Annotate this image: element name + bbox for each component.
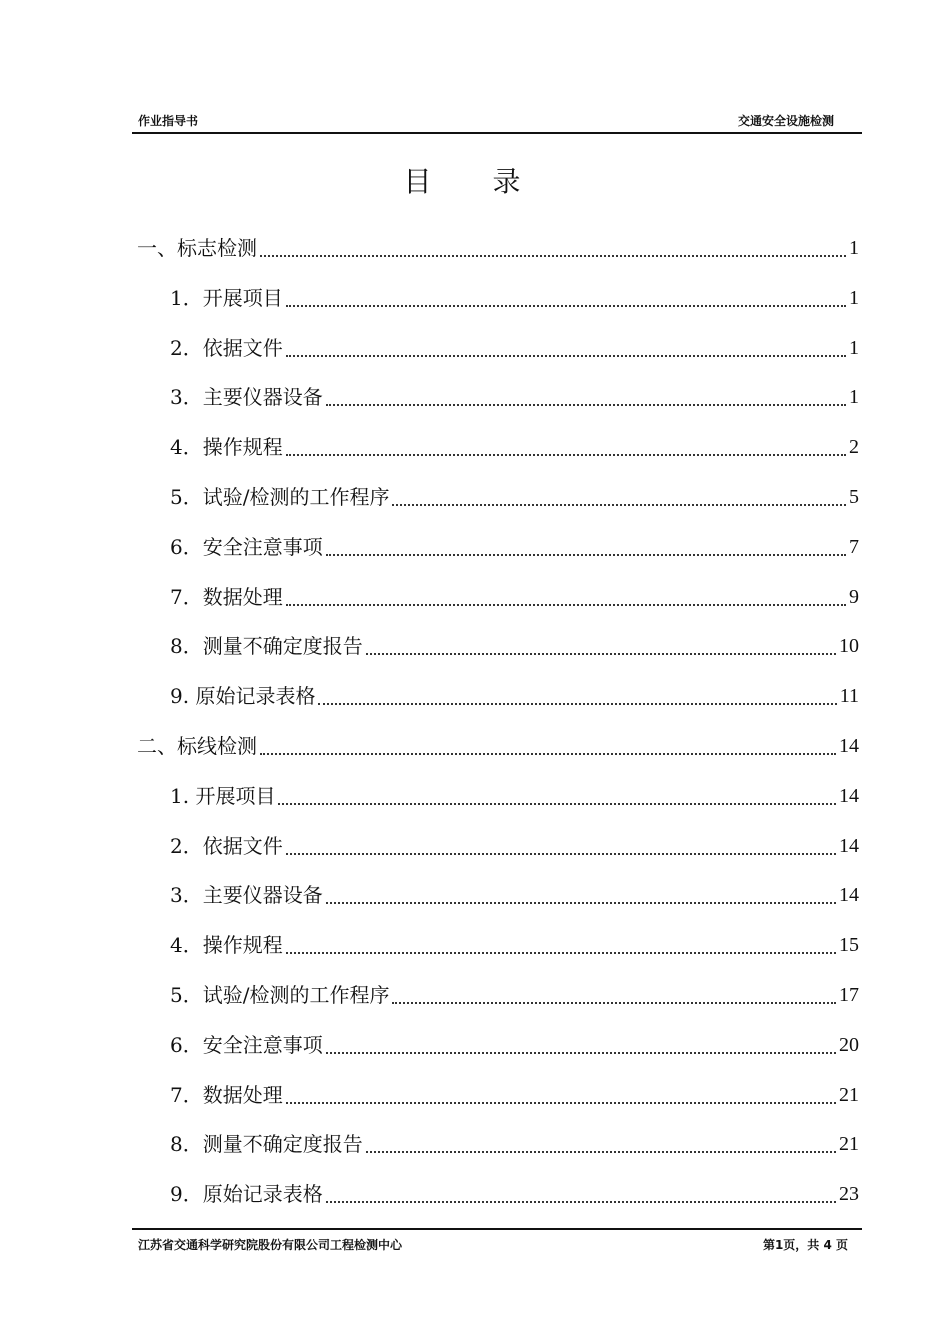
toc-dot-leader: [286, 454, 846, 456]
toc-entry-number: 2．: [170, 833, 203, 858]
header-doc-subject: 交通安全设施检测: [737, 114, 834, 128]
toc-entry-label: 试验/检测的工作程序: [202, 485, 390, 509]
toc-entry-page: 20: [839, 1033, 859, 1056]
toc-entry-number: 二、: [137, 734, 177, 758]
toc-entry[interactable]: [137, 726, 859, 766]
toc-entry[interactable]: [170, 278, 859, 318]
toc-entry-label: 数据处理: [202, 1082, 283, 1107]
page-header: [132, 110, 862, 134]
toc-title: 目 录: [403, 165, 547, 198]
toc-entry[interactable]: [170, 527, 859, 567]
toc-entry[interactable]: [137, 228, 859, 268]
toc-entry[interactable]: [170, 477, 859, 517]
toc-entry-label: 操作规程: [202, 435, 283, 460]
toc-dot-leader: [392, 504, 846, 506]
toc-dot-leader: [392, 1002, 836, 1004]
toc-dot-leader: [286, 952, 836, 954]
toc-entry-number: 5．: [170, 485, 203, 509]
toc-entry-page: 1: [849, 336, 859, 359]
toc-entry-number: 3．: [170, 385, 203, 410]
toc-dot-leader: [286, 1102, 836, 1104]
toc-dot-leader: [326, 1052, 836, 1054]
toc-entry-page: 14: [839, 784, 859, 807]
toc-entry-page: 11: [839, 685, 859, 708]
toc-entry-page: 14: [839, 735, 859, 757]
toc-entry[interactable]: [170, 377, 859, 417]
toc-entry-page: 5: [849, 486, 859, 508]
toc-entry-page: 15: [839, 934, 859, 957]
toc-entry-number: 4．: [170, 933, 203, 958]
toc-entry[interactable]: [170, 1025, 859, 1065]
toc-entry[interactable]: [170, 875, 859, 915]
toc-entry-label: 开展项目: [195, 783, 276, 808]
toc-dot-leader: [326, 1201, 836, 1203]
toc-entry[interactable]: [170, 1174, 859, 1214]
toc-entry-number: 9．: [170, 1182, 203, 1207]
toc-entry-page: 14: [839, 884, 859, 907]
toc-entry-number: 8．: [170, 1132, 203, 1157]
toc-entry-page: 10: [839, 635, 859, 658]
toc-dot-leader: [260, 255, 846, 257]
toc-entry-number: 9.: [170, 684, 196, 709]
toc-dot-leader: [260, 753, 836, 755]
toc-entry-number: 6．: [170, 534, 203, 559]
page-footer: [132, 1228, 862, 1254]
toc-entry[interactable]: [170, 676, 859, 716]
toc-entry-label: 主要仪器设备: [202, 883, 323, 908]
toc-entry-number: 1．: [170, 285, 203, 310]
toc-entry-label: 安全注意事项: [202, 1032, 323, 1057]
footer-organization: 江苏省交通科学研究院股份有限公司工程检测中心: [138, 1238, 403, 1252]
toc-entry-number: 6．: [170, 1032, 203, 1057]
toc-dot-leader: [286, 305, 846, 307]
toc-entry[interactable]: [170, 427, 859, 467]
toc-entry-label: 标志检测: [177, 236, 257, 260]
toc-entry-label: 测量不确定度报告: [202, 1132, 363, 1157]
toc-entry-page: 1: [849, 237, 859, 259]
toc-entry-label: 依据文件: [202, 833, 283, 858]
header-doc-type: 作业指导书: [138, 114, 199, 128]
toc-entry-label: 安全注意事项: [202, 534, 323, 559]
toc-dot-leader: [318, 703, 836, 705]
toc-entry[interactable]: [170, 1075, 859, 1115]
toc-entry-label: 试验/检测的工作程序: [202, 983, 390, 1007]
toc-dot-leader: [366, 1151, 836, 1153]
toc-entry-number: 4．: [170, 435, 203, 460]
toc-entry-page: 1: [849, 286, 859, 309]
toc-entry[interactable]: [170, 776, 859, 816]
footer-page-number: 第1页，共 4 页: [762, 1238, 848, 1252]
toc-entry-label: 依据文件: [202, 335, 283, 360]
toc-entry-number: 7．: [170, 584, 203, 609]
toc-entry-label: 原始记录表格: [195, 684, 316, 709]
toc-entry[interactable]: [170, 1124, 859, 1164]
toc-entry[interactable]: [170, 925, 859, 965]
toc-dot-leader: [286, 853, 836, 855]
toc-entry-page: 21: [839, 1133, 859, 1156]
toc-entry-label: 测量不确定度报告: [202, 634, 363, 659]
toc-entry-page: 7: [849, 535, 859, 558]
toc-entry-page: 17: [839, 984, 859, 1006]
toc-entry-page: 21: [839, 1083, 859, 1106]
toc-dot-leader: [326, 902, 836, 904]
toc-entry-label: 原始记录表格: [202, 1182, 323, 1207]
toc-entry-page: 1: [849, 386, 859, 409]
toc-dot-leader: [286, 355, 846, 357]
toc-entry-number: 1.: [170, 783, 196, 808]
toc-dot-leader: [286, 604, 846, 606]
toc-entry-page: 2: [849, 436, 859, 459]
toc-entry-number: 7．: [170, 1082, 203, 1107]
toc-entry-page: 23: [839, 1183, 859, 1206]
toc-entry[interactable]: [170, 826, 859, 866]
toc-entry-number: 2．: [170, 335, 203, 360]
toc-entry[interactable]: [170, 626, 859, 666]
toc-dot-leader: [326, 404, 846, 406]
toc-entry-number: 3．: [170, 883, 203, 908]
toc-dot-leader: [366, 653, 836, 655]
toc-entry[interactable]: [170, 975, 859, 1015]
toc-entry-number: 5．: [170, 983, 203, 1007]
toc-entry-label: 数据处理: [202, 584, 283, 609]
toc-entry-label: 主要仪器设备: [202, 385, 323, 410]
toc-entry-number: 一、: [137, 236, 177, 260]
toc-entry[interactable]: [170, 577, 859, 617]
toc-dot-leader: [326, 554, 846, 556]
toc-entry-page: 14: [839, 834, 859, 857]
toc-entry-label: 标线检测: [177, 734, 257, 758]
toc-dot-leader: [278, 803, 836, 805]
toc-entry-label: 开展项目: [202, 285, 283, 310]
toc-entry-label: 操作规程: [202, 933, 283, 958]
toc-entry-number: 8．: [170, 634, 203, 659]
toc-entry[interactable]: [170, 328, 859, 368]
toc-entry-page: 9: [849, 585, 859, 608]
